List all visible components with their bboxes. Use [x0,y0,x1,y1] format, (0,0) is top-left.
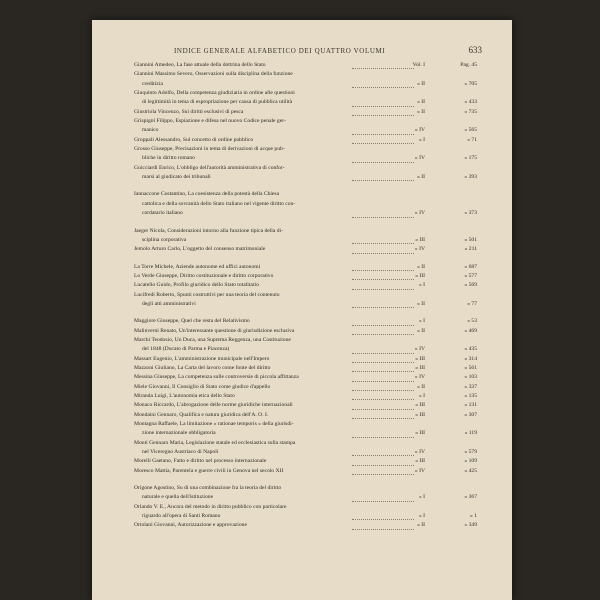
entry-line: Lucifredi Roberto, Spunti costruttivi per una teoria del contenuto [134,291,280,298]
dot-leader [352,216,414,218]
page-ref: » 577 [464,272,477,279]
page-ref: » 373 [464,210,477,217]
entry-line: Iannaccone Costantino, La coesistenza della potestà della Chiesa [134,191,280,198]
entry-line: Miele Giovanni, Il Consiglio di Stato come giudice d'appello [134,383,271,390]
entry-line: Mazzoni Giuliano, La Carta del lavoro come fonte del diritto [134,364,271,371]
entry-line: Jemolo Arturo Carlo, L'oggetto del consenso matrimoniale [134,246,266,253]
dot-leader [352,380,414,382]
page-ref: » 393 [464,174,477,181]
entry-text [92,291,349,310]
dot-leader [352,333,414,335]
entry-text [92,420,349,439]
volume-number: » I [418,513,425,520]
page-ref: » 367 [464,494,477,501]
entry-line: Grispigni Filippo, Espiazione e difesa nel nuovo Codice penale ger- [134,118,286,125]
index-entry [92,117,512,136]
index-entry [92,364,512,373]
entry-line: Mondaini Gennaro, Qualifica e natura giuridica dell'A. O. I. [134,411,269,418]
index-entry [92,272,512,281]
entry-text [92,364,349,373]
volume-number: » I [418,318,425,325]
volume-number: » IV [414,155,425,162]
page-ref: » 77 [467,300,477,307]
dot-leader [352,361,414,363]
page-ref: » 119 [464,430,477,437]
entry-text [92,136,349,145]
entry-text [92,355,349,364]
volume-number: » II [417,522,425,529]
page-ref: » 705 [464,80,477,87]
section-gap [92,309,512,317]
page-ref: » 433 [464,99,477,106]
entry-text [92,317,349,326]
entry-line: Orlando V. E., Ancora del metodo in diritto pubblico con particolare [134,503,287,510]
volume-number: » IV [414,246,425,253]
index-entry [92,136,512,145]
index-entry [92,411,512,420]
entry-line: Malinverni Renato, Un'interessante questione di giurisdizione esclusiva [134,327,295,334]
entry-text [92,484,349,503]
index-entry [92,484,512,503]
volume-number: » I [418,136,425,143]
entry-continuation: degli atti amministrativi [142,300,196,307]
volume-number: » I [418,282,425,289]
entry-line: Grosso Giuseppe, Precisazioni in tema di derivazioni di acque pub- [134,146,285,153]
volume-number: » II [417,263,425,270]
entry-line: Jaeger Nicola, Considerazioni intorno alla funzione tipica della di- [134,227,283,234]
entry-line: La Torre Michele, Aziende autonome ed uffici autonomi [134,263,261,270]
dot-leader [352,408,414,410]
page-ref: » 435 [464,346,477,353]
volume-number: » I [418,393,425,399]
index-entry [92,164,512,183]
page-ref: » 307 [464,411,477,418]
section-gap [92,182,512,190]
entry-continuation: riguardo all'opera di Santi Romano [142,513,221,520]
volume-number: » III [415,402,425,409]
page-ref: » 53 [467,318,477,325]
index-entry [92,336,512,355]
entry-continuation: nel Viceregno Austriaco di Napoli [142,449,219,456]
entry-line: Giannini Massimo Severo, Osservazioni sulla disciplina della funzione [134,71,293,78]
entry-line: Giannini Amedeo, La fase attuale della dottrina dello Stato [134,62,266,68]
page-ref: » 579 [464,449,477,456]
page-ref: » 211 [464,246,477,253]
index-entry [92,145,512,164]
entry-line: Maggiore Giuseppe, Quel che resta del Relativismo [134,318,250,325]
volume-number: » III [415,430,425,437]
index-entry [92,190,512,218]
dot-leader [352,252,414,254]
entry-continuation: sciplina corporativa [142,236,187,243]
index-entries [92,61,512,531]
page-ref: » 501 [464,236,477,243]
index-entry [92,467,512,476]
index-entry [92,108,512,117]
dot-leader [352,473,414,475]
entry-line: Marchi Teodosio, Un Duca, una Suprema Reggenza, una Costituzione [134,336,291,343]
entry-continuation: manico [142,127,159,134]
page-ref: » 687 [464,263,477,270]
page-ref: » 425 [464,467,477,474]
entry-line: Messina Giuseppe, La competenza sulle controversie di piccola affittanza [134,374,299,381]
volume-number: » II [417,108,425,115]
dot-leader [352,417,414,419]
dot-leader [352,454,414,456]
entry-text [92,373,349,382]
volume-number: » II [417,80,425,87]
entry-continuation: creditizia [142,80,163,87]
volume-number: » III [415,411,425,418]
page-ref: » 131 [464,402,477,409]
dot-leader [352,528,414,530]
entry-line: Origone Agostino, Su di una combinazione fra la teoria del diritto [134,485,282,492]
page-ref: » 135 [464,393,477,399]
index-entry [92,401,512,410]
entry-text [92,89,349,108]
page-ref: » 565 [464,127,477,134]
page-ref: » 349 [464,522,477,529]
section-gap [92,255,512,263]
page-ref: Pag. 45 [460,62,477,68]
page-ref: » 175 [464,155,477,162]
dot-leader [352,306,414,308]
volume-number: » IV [414,374,425,381]
index-entry [92,70,512,89]
entry-text [92,327,349,336]
entry-continuation: bliche in diritto romano [142,155,195,162]
dot-leader [352,67,414,69]
entry-text [92,70,349,89]
entry-line: Giustriola Vincenzo, Sui diritti esclusivi di pesca [134,108,244,115]
dot-leader [352,278,414,280]
entry-text [92,145,349,164]
entry-line: Lo Verde Giuseppe, Diritto costituzionale e diritto corporativo [134,272,274,279]
dot-leader [352,518,414,520]
page-ref: » 469 [464,327,477,334]
entry-text [92,439,349,458]
entry-text [92,61,349,70]
volume-number: » II [417,383,425,390]
page-header [92,47,512,59]
page-ref: » 71 [467,136,477,143]
entry-text [92,401,349,410]
dot-leader [352,242,414,244]
entry-line: Monaco Riccardo, L'abrogazione delle norme giuridiche internazionali [134,402,293,409]
entry-text [92,190,349,218]
entry-continuation: marsi al giudicato dei tribunali [142,174,211,181]
entry-continuation: del 1848 (Ducato di Parma e Piacenza) [142,346,230,353]
volume-number: » IV [414,127,425,134]
index-entry [92,503,512,522]
index-entry [92,355,512,364]
page-ref: » 337 [464,383,477,390]
index-entry [92,61,512,70]
entry-continuation: cattolica e della sovranità dello Stato italiano nel vigente diritto con- [142,200,296,207]
section-gap [92,476,512,484]
dot-leader [352,389,414,391]
page-ref: » 735 [464,108,477,115]
entry-continuation: di legittimità in tema di espropriazione per causa di pubblica utilità [142,99,293,106]
entry-line: Ortolani Giovanni, Autorizzazione e approvazione [134,522,247,529]
dot-leader [352,86,414,88]
dot-leader [352,464,414,466]
volume-number: » III [415,355,425,362]
index-entry [92,227,512,246]
entry-continuation: naturale e quella dell'istituzione [142,494,214,501]
volume-number: » I [418,494,425,501]
volume-number: » II [417,327,425,334]
index-entry [92,373,512,382]
dot-leader [352,105,414,107]
index-entry [92,457,512,466]
page-ref: » 314 [464,355,477,362]
dot-leader [352,370,414,372]
entry-line: Lucatello Guido, Profilo giuridico dello Stato totalitario [134,282,260,289]
entry-text [92,392,349,401]
entry-text [92,281,349,290]
entry-line: Groppali Alessandro, Sul concetto di ordine pubblico [134,136,254,143]
entry-line: Guicciardi Enrico, L'obbligo dell'autorità amministrativa di confor- [134,164,285,171]
page-ref: » 569 [464,282,477,289]
entry-text [92,457,349,466]
index-entry [92,291,512,310]
entry-line: Montagna Raffaele, La limitazione « rationae temporis » della giurisdi- [134,421,294,428]
book-page [92,20,512,600]
entry-text [92,245,349,254]
index-entry [92,521,512,530]
volume-number: » II [417,174,425,181]
dot-leader [352,436,414,438]
volume-number: » III [415,236,425,243]
entry-text [92,227,349,246]
dot-leader [352,161,414,163]
volume-number: » III [415,458,425,465]
dot-leader [352,500,414,502]
index-entry [92,89,512,108]
volume-number: Vol. I [412,62,425,68]
volume-number: » IV [414,449,425,456]
page-ref: » 1 [470,513,477,520]
entry-text [92,263,349,272]
entry-text [92,117,349,136]
entry-line: Moresco Mattia, Parentela e guerre civili in Genova nel secolo XII [134,467,284,474]
dot-leader [352,133,414,135]
dot-leader [352,352,414,354]
index-entry [92,420,512,439]
entry-text [92,411,349,420]
entry-text [92,383,349,392]
dot-leader [352,288,414,290]
page-ref: » 561 [464,364,477,371]
index-entry [92,439,512,458]
entry-line: Monti Gennaro Maria, Legislazione statale ed ecclesiastica sulla stampa [134,439,296,446]
dot-leader [352,179,414,181]
section-gap [92,219,512,227]
entry-continuation: cordatario italiano [142,210,183,217]
page-ref: » 109 [464,458,477,465]
entry-line: Massart Eugenio, L'amministrazione municipale nell'Impero [134,355,270,362]
entry-continuation: zione internazionale obbligatoria [142,430,216,437]
volume-number: » II [417,300,425,307]
dot-leader [352,114,414,116]
entry-text [92,272,349,281]
entry-text [92,521,349,530]
index-entry [92,263,512,272]
index-entry [92,392,512,401]
dot-leader [352,398,414,400]
volume-number: » IV [414,210,425,217]
index-entry [92,327,512,336]
entry-line: Giuquinto Adolfo, Della competenza giudiziaria in ordine alle questioni [134,90,295,97]
volume-number: » III [415,364,425,371]
index-entry [92,281,512,290]
dot-leader [352,269,414,271]
volume-number: » IV [414,467,425,474]
page-ref: » 103 [464,374,477,381]
volume-number: » IV [414,346,425,353]
running-title: INDICE GENERALE ALFABETICO DEI QUATTRO VOLUMI [174,47,386,55]
page-number: 633 [468,45,482,55]
entry-text [92,164,349,183]
entry-text [92,467,349,476]
entry-text [92,336,349,355]
dot-leader [352,142,414,144]
volume-number: » III [415,272,425,279]
entry-text [92,503,349,522]
index-entry [92,245,512,254]
dot-leader [352,324,414,326]
entry-line: Morelli Gaetano, Fatto e diritto nel processo internazionale [134,458,267,465]
index-entry [92,317,512,326]
entry-line: Miranda Luigi, L'autonomia etica dello Stato [134,393,235,399]
volume-number: » II [417,99,425,106]
index-entry [92,383,512,392]
entry-text [92,108,349,117]
